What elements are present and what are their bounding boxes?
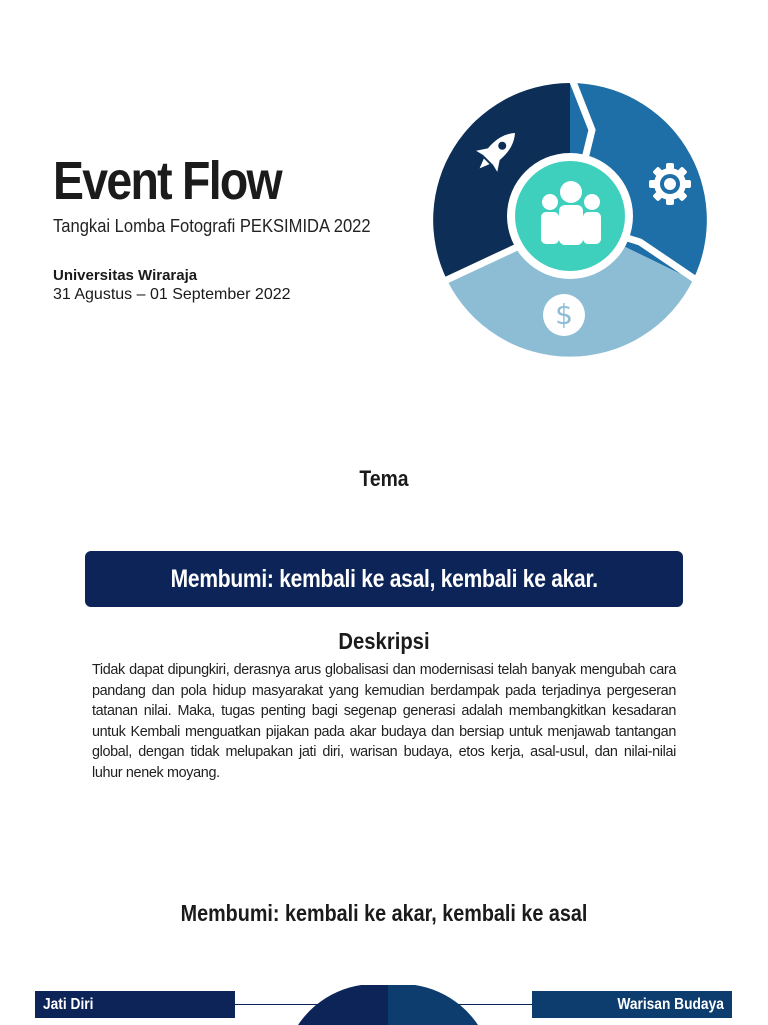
deskripsi-heading: Deskripsi <box>338 628 430 654</box>
tag-warisan-budaya <box>532 991 732 1018</box>
dollar-icon <box>543 294 585 336</box>
gear-icon <box>649 163 691 205</box>
tag-jati-diri-label: Jati Diri <box>43 996 94 1013</box>
bottom-circle-graphic <box>298 985 478 1025</box>
organizer: Universitas Wiraraja <box>53 267 198 284</box>
event-date: 31 Agustus – 01 September 2022 <box>53 286 291 303</box>
page-subtitle: Tangkai Lomba Fotografi PEKSIMIDA 2022 <box>53 216 371 236</box>
tag-jati-diri <box>35 991 235 1018</box>
svg-text:$: $ <box>555 298 573 331</box>
deskripsi-body: Tidak dapat dipungkiri, derasnya arus globalisasi dan modernisasi telah banyak mengubah cara pandang dan pola hidup masyarakat yang kemudian berdampak pada terjadinya pergeseran tatanan nilai. Maka, tugas penting bagi segenap generasi adalah membangkitkan kesadaran untuk Kembali menguatkan pijakan pada akar budaya dan bersiap untuk menjawab tantangan global, dengan tidak melupakan jati diri, warisan budaya, etos kerja, asal-usul, dan nilai-nilai luhur nenek moyang. <box>92 662 676 781</box>
cycle-graphic <box>420 70 720 370</box>
page-title: Event Flow <box>53 151 281 211</box>
tag-warisan-budaya-label: Warisan Budaya <box>617 996 724 1013</box>
tema-banner <box>85 551 683 607</box>
tema-heading: Tema <box>359 466 409 491</box>
slogan: Membumi: kembali ke akar, kembali ke asal <box>180 900 588 926</box>
header <box>53 150 413 304</box>
tema-text: Membumi: kembali ke asal, kembali ke akar. <box>170 564 598 593</box>
